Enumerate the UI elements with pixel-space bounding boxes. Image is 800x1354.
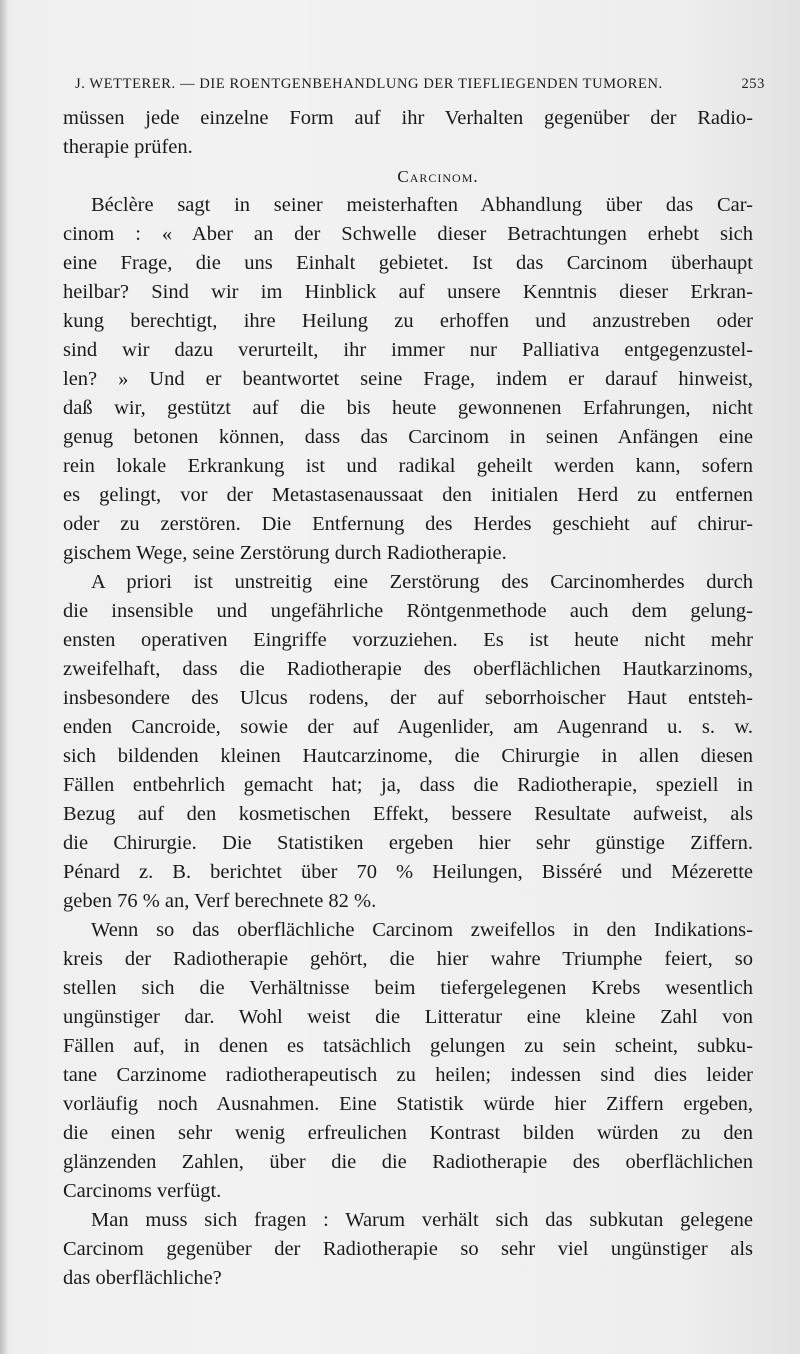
text-line: Carcinoms verfügt. <box>63 1180 222 1202</box>
text-line: stellen sich die Verhältnisse beim tiefergelegenen Krebs wesentlich <box>63 977 753 999</box>
text-line: es gelingt, vor der Metastasenaussaat den initialen Herd zu entfernen <box>63 484 753 506</box>
paragraph <box>63 1206 753 1293</box>
text-line: geben 76 % an, Verf berechnete 82 %. <box>63 890 377 912</box>
text-line: Bezug auf den kosmetischen Effekt, bessere Resultate aufweist, als <box>63 803 753 825</box>
text-line: eine Frage, die uns Einhalt gebietet. Ist das Carcinom überhaupt <box>63 252 753 274</box>
text-line: cinom : « Aber an der Schwelle dieser Betrachtungen erhebt sich <box>63 223 753 245</box>
text-line: sich bildenden kleinen Hautcarzinome, die Chirurgie in allen diesen <box>63 745 753 767</box>
text-line: Carcinom gegenüber der Radiotherapie so sehr viel ungünstiger als <box>63 1238 753 1260</box>
text-line: kreis der Radiotherapie gehört, die hier wahre Triumphe feiert, so <box>63 948 753 970</box>
page-body <box>63 104 753 1293</box>
text-line: tane Carzinome radiotherapeutisch zu heilen; indessen sind dies leider <box>63 1064 753 1086</box>
text-line: die insensible und ungefährliche Röntgenmethode auch dem gelung- <box>63 600 753 622</box>
page-gutter-shadow <box>0 0 8 1354</box>
text-line: genug betonen können, dass das Carcinom in seinen Anfängen eine <box>63 426 753 448</box>
section-heading: Carcinom. <box>397 167 479 186</box>
text-line: Man muss sich fragen : Warum verhält sich das subkutan gelegene <box>91 1209 753 1231</box>
text-line: das oberflächliche? <box>63 1267 222 1289</box>
paragraph <box>63 916 753 1206</box>
text-line: müssen jede einzelne Form auf ihr Verhalten gegenüber der Radio- <box>63 107 753 129</box>
paragraph <box>63 191 753 568</box>
text-line: vorläufig noch Ausnahmen. Eine Statistik würde hier Ziffern ergeben, <box>63 1093 753 1115</box>
running-head-title: J. WETTERER. — DIE ROENTGENBEHANDLUNG DER TIEFLIEGENDEN TUMOREN. <box>75 76 663 92</box>
text-line: Fällen entbehrlich gemacht hat; ja, dass die Radiotherapie, speziell in <box>63 774 753 796</box>
text-line: Pénard z. B. berichtet über 70 % Heilungen, Bisséré und Mézerette <box>63 861 753 883</box>
text-line: insbesondere des Ulcus rodens, der auf seborrhoischer Haut entsteh- <box>63 687 753 709</box>
paragraph <box>63 104 753 162</box>
text-line: A priori ist unstreitig eine Zerstörung des Carcinomherdes durch <box>91 571 753 593</box>
text-line: ensten operativen Eingriffe vorzuziehen. Es ist heute nicht mehr <box>63 629 753 651</box>
text-line: Wenn so das oberflächliche Carcinom zweifellos in den Indikations- <box>91 919 753 941</box>
text-line: zweifelhaft, dass die Radiotherapie des oberflächlichen Hautkarzinoms, <box>63 658 753 680</box>
text-line: rein lokale Erkrankung ist und radikal geheilt werden kann, sofern <box>63 455 753 477</box>
running-header <box>75 76 765 93</box>
text-line: enden Cancroide, sowie der auf Augenlider, am Augenrand u. s. w. <box>63 716 753 738</box>
text-line: Fällen auf, in denen es tatsächlich gelungen zu sein scheint, subku- <box>63 1035 753 1057</box>
paragraph <box>63 568 753 916</box>
text-line: die Chirurgie. Die Statistiken ergeben hier sehr günstige Ziffern. <box>63 832 753 854</box>
text-line: heilbar? Sind wir im Hinblick auf unsere Kenntnis dieser Erkran- <box>63 281 753 303</box>
text-line: therapie prüfen. <box>63 136 193 158</box>
text-line: sind wir dazu verurteilt, ihr immer nur Palliativa entgegenzustel- <box>63 339 753 361</box>
text-line: Béclère sagt in seiner meisterhaften Abhandlung über das Car- <box>91 194 753 216</box>
text-line: ungünstiger dar. Wohl weist die Litteratur eine kleine Zahl von <box>63 1006 753 1028</box>
page-number: 253 <box>741 76 765 92</box>
text-line: oder zu zerstören. Die Entfernung des Herdes geschieht auf chirur- <box>63 513 753 535</box>
text-line: daß wir, gestützt auf die bis heute gewonnenen Erfahrungen, nicht <box>63 397 753 419</box>
text-line: gischem Wege, seine Zerstörung durch Radiotherapie. <box>63 542 507 564</box>
text-line: glänzenden Zahlen, über die die Radiotherapie des oberflächlichen <box>63 1151 753 1173</box>
text-line: kung berechtigt, ihre Heilung zu erhoffen und anzustreben oder <box>63 310 753 332</box>
text-line: len? » Und er beantwortet seine Frage, indem er darauf hinweist, <box>63 368 753 390</box>
text-line: die einen sehr wenig erfreulichen Kontrast bilden würden zu den <box>63 1122 753 1144</box>
